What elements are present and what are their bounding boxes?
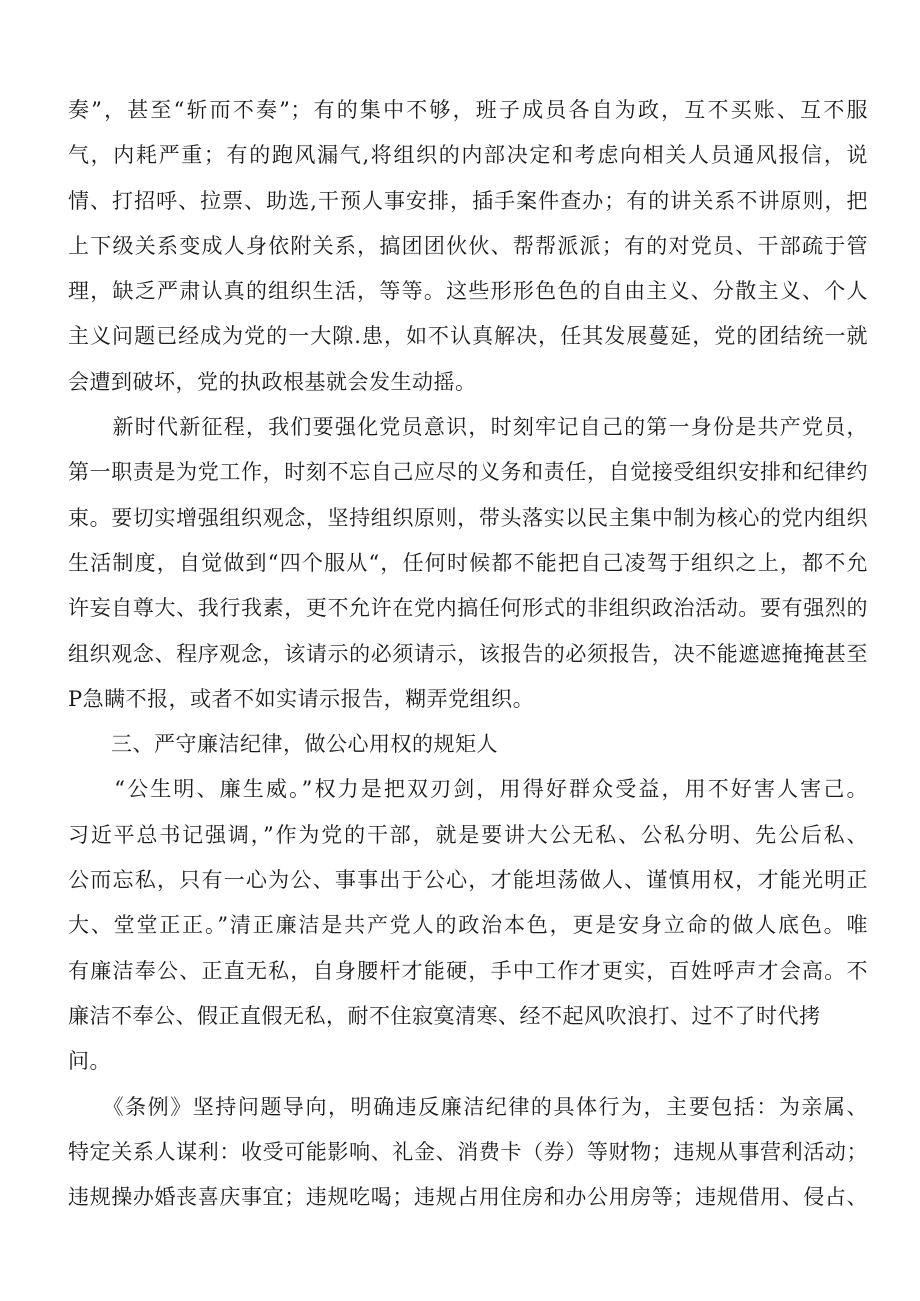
text-line: 大、堂堂正正。”清正廉洁是共产党人的政治本色，更是安身立命的做人底色。唯 [68,913,868,938]
text-line: 束。要切实增强组织观念，坚持组织原则，带头落实以民主集中制为核心的党内组织 [68,505,868,530]
text-line: 习近平总书记强调，”作为党的干部，就是要讲大公无私、公私分明、先公后私、 [68,822,868,847]
text-line: 公而忘私，只有一心为公、事事出于公心，才能坦荡做人、谨慎用权，才能光明正 [68,868,868,893]
text-line: 理，缺乏严肃认真的组织生活，等等。这些形形色色的自由主义、分散主义、个人 [68,279,868,304]
text-line: 奏”，甚至“斩而不奏”；有的集中不够，班子成员各自为政，互不买账、互不服 [68,98,868,122]
text-line: 问。 [68,1049,111,1074]
text-line: 气，内耗严重；有的跑风漏气,将组织的内部决定和考虑向相关人员通风报信，说 [68,143,868,168]
text-line: 许妄自尊大、我行我素，更不允许在党内搞任何形式的非组织政治活动。要有强烈的 [68,596,868,621]
text-line: P急瞒不报，或者不如实请示报告，糊弄党组织。 [68,686,535,711]
text-line: 生活制度，自觉做到“四个服从“，任何时候都不能把自己凌驾于组织之上，都不允 [68,550,868,575]
text-line: 情、打招呼、拉票、助选,干预人事安排，插手案件查办；有的讲关系不讲原则，把 [68,188,868,213]
text-line: 有廉洁奉公、正直无私，自身腰杆才能硬，手中工作才更实，百姓呼声才会高。不 [68,958,868,983]
text-line: 会遭到破坏，党的执政根基就会发生动摇。 [68,369,477,394]
text-line: 组织观念、程序观念，该请示的必须请示，该报告的必须报告，决不能遮遮掩掩甚至 [68,641,868,666]
text-line: 主义问题已经成为党的一大隙.患，如不认真解决，任其发展蔓延，党的团结统一就 [68,324,868,349]
text-line: 上下级关系变成人身依附关系，搞团团伙伙、帮帮派派；有的对党员、干部疏于管 [68,233,868,258]
text-line: 新时代新征程，我们要强化党员意识，时刻牢记自己的第一身份是共产党员， [68,415,868,440]
text-line: 廉洁不奉公、假正直假无私，耐不住寂寞清寒、经不起风吹浪打、过不了时代拷 [68,1003,821,1028]
document-body [68,88,868,1220]
text-line: 违规操办婚丧喜庆事宜；违规吃喝；违规占用住房和办公用房等；违规借用、侵占、 [68,1185,868,1210]
text-line: 《条例》坚持问题导向，明确违反廉洁纪律的具体行为，主要包括：为亲属、 [68,1094,868,1119]
text-line: 特定关系人谋利：收受可能影响、礼金、消费卡（券）等财物；违规从事营利活动； [68,1139,868,1164]
text-line: 第一职责是为党工作，时刻不忘自己应尽的义务和责任，自觉接受组织安排和纪律约 [68,460,868,485]
section-heading: 三、严守廉洁纪律，做公心用权的规矩人 [68,732,498,757]
text-line: “公生明、廉生威。”权力是把双刃剑，用得好群众受益，用不好害人害己。 [68,777,868,802]
